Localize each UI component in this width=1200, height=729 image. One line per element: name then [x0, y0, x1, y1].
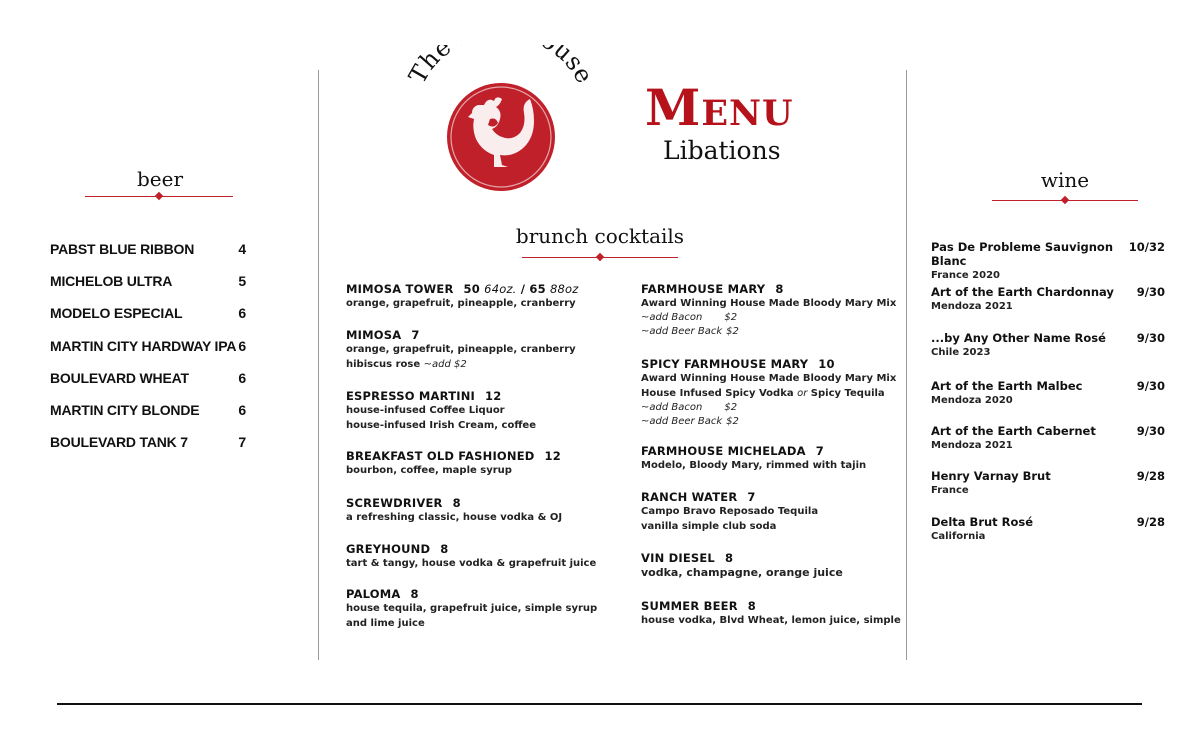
list-item: Pas De Probleme Sauvignon Blanc 10/32 France 2020	[931, 240, 1165, 281]
bottom-rule	[57, 703, 1142, 705]
list-item: MIMOSA TOWER 50 64oz. / 65 88oz orange, grapefruit, pineapple, cranberry	[346, 282, 579, 309]
list-item: Art of the Earth Chardonnay 9/30 Mendoza 2021	[931, 285, 1165, 312]
list-item: MARTIN CITY BLONDE 6	[50, 402, 246, 418]
right-column-divider	[906, 70, 907, 660]
menu-subtitle: Libations	[663, 136, 781, 165]
farmhouse-logo	[398, 45, 603, 195]
wine-section-title: wine	[1040, 168, 1090, 192]
list-item: BREAKFAST OLD FASHIONED 12 bourbon, coffee, maple syrup	[346, 449, 561, 476]
left-column-divider	[318, 70, 319, 660]
list-item: FARMHOUSE MARY 8 Award Winning House Made Bloody Mary Mix ~add Bacon $2 ~add Beer Back $2	[641, 282, 897, 337]
list-item: PALOMA 8 house tequila, grapefruit juice, simple syrup and lime juice	[346, 587, 598, 629]
list-item: ...by Any Other Name Rosé 9/30 Chile 2023	[931, 331, 1165, 358]
list-item: Delta Brut Rosé 9/28 California	[931, 515, 1165, 542]
list-item: PABST BLUE RIBBON 4	[50, 241, 246, 257]
list-item: FARMHOUSE MICHELADA 7 Modelo, Bloody Mary, rimmed with tajin	[641, 444, 867, 471]
list-item: ESPRESSO MARTINI 12 house-infused Coffee Liquor house-infused Irish Cream, coffee	[346, 389, 536, 431]
cocktails-divider	[522, 257, 678, 258]
list-item: MIMOSA 7 orange, grapefruit, pineapple, cranberry hibiscus rose ~add $2	[346, 328, 576, 370]
logo-text: The use	[403, 45, 599, 89]
cocktails-section-title: brunch cocktails	[515, 224, 685, 248]
list-item: Art of the Earth Malbec 9/30 Mendoza 2020	[931, 379, 1165, 406]
beer-divider	[85, 196, 233, 197]
rooster-icon	[447, 83, 555, 191]
list-item: MICHELOB ULTRA 5	[50, 273, 246, 289]
list-item: BOULEVARD WHEAT 6	[50, 370, 246, 386]
list-item: GREYHOUND 8 tart & tangy, house vodka & grapefruit juice	[346, 542, 597, 569]
list-item: Art of the Earth Cabernet 9/30 Mendoza 2021	[931, 424, 1165, 451]
list-item: SUMMER BEER 8 house vodka, Blvd Wheat, lemon juice, simple	[641, 599, 901, 626]
list-item: RANCH WATER 7 Campo Bravo Reposado Tequila vanilla simple club soda	[641, 490, 819, 532]
list-item: BOULEVARD TANK 7 7	[50, 434, 246, 450]
list-item: Henry Varnay Brut 9/28 France	[931, 469, 1165, 496]
beer-section-title: beer	[136, 167, 184, 191]
list-item: MODELO ESPECIAL 6	[50, 305, 246, 321]
list-item: SCREWDRIVER 8 a refreshing classic, house vodka & OJ	[346, 496, 563, 523]
list-item: VIN DIESEL 8 vodka, champagne, orange juice	[641, 551, 843, 579]
menu-title: Menu	[645, 78, 794, 137]
list-item: SPICY FARMHOUSE MARY 10 Award Winning House Made Bloody Mary Mix House Infused Spicy Vodka or Spicy Tequila ~add Bacon $2 ~add Beer Back $2	[641, 357, 897, 427]
list-item: MARTIN CITY HARDWAY IPA 6	[50, 338, 246, 354]
svg-text:The Farmhouse	[403, 45, 599, 88]
wine-divider	[992, 200, 1138, 201]
